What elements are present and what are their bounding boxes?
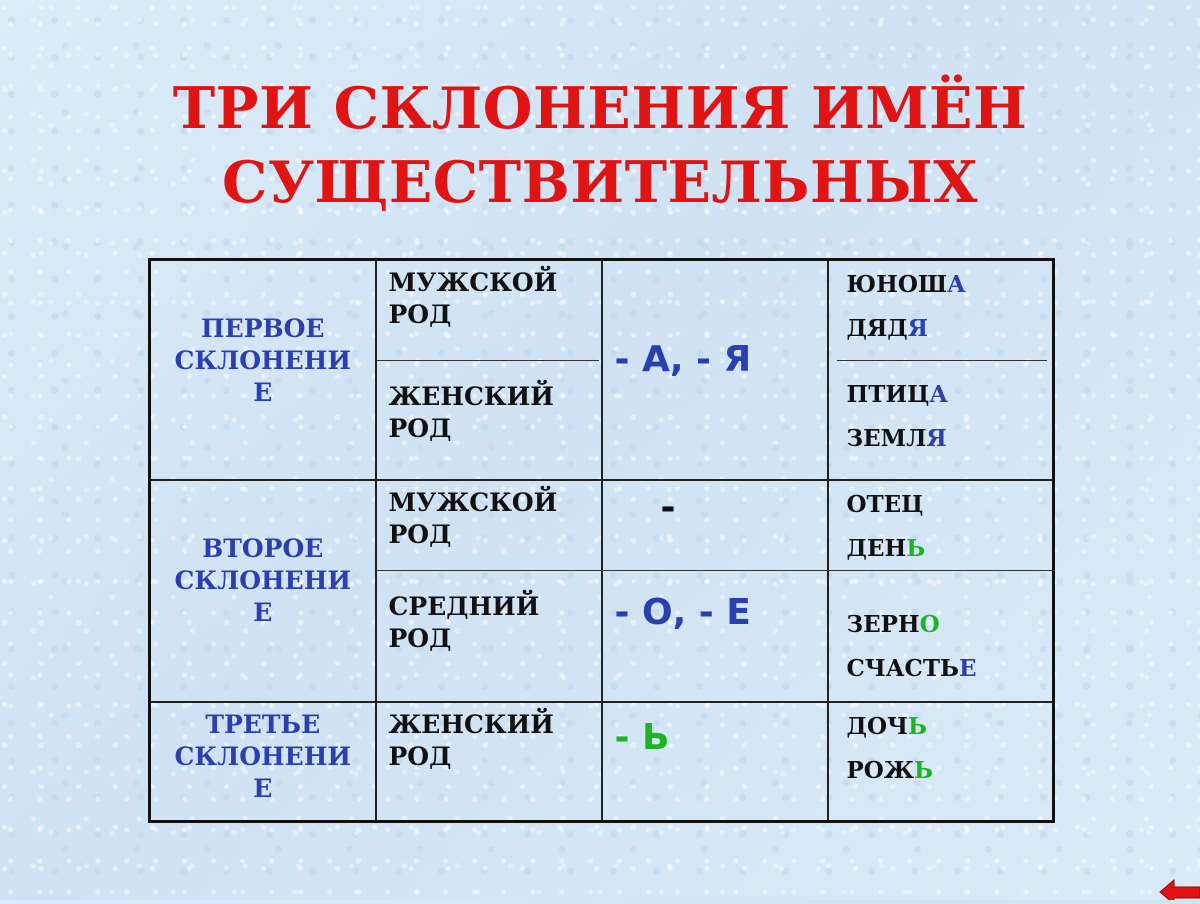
label-line: ТРЕТЬЕ [205, 709, 321, 739]
gender-word: РОД [388, 741, 452, 771]
second-declension-label [151, 481, 375, 629]
third-declension-label-cell [150, 702, 376, 822]
gender-word: ЖЕНСКИЙ [388, 709, 554, 739]
label-line: СКЛОНЕНИ [174, 741, 351, 771]
example-word: ПТИЦА [846, 381, 949, 408]
declension-table [148, 258, 1055, 823]
example-list [829, 703, 1053, 793]
label-line: СКЛОНЕНИ [174, 346, 351, 375]
title-line-2: СУЩЕСТВИТЕЛЬНЫХ [222, 149, 978, 216]
gender-word: СРЕДНИЙ [388, 591, 540, 621]
zero-ending-label: - [660, 486, 676, 528]
label-line: ПЕРВОЕ [201, 314, 325, 343]
cell-divider [837, 360, 1047, 361]
gender-word: МУЖСКОЙ [388, 268, 558, 297]
second-declension-label-cell [150, 480, 376, 702]
example-word: РОЖЬ [846, 756, 933, 784]
second-declension-ending-cell [602, 480, 828, 702]
declension-table-wrapper [148, 258, 1055, 823]
masculine-gender-label [377, 481, 601, 551]
second-declension-examples-cell [828, 480, 1054, 702]
first-declension-label [151, 261, 375, 409]
first-declension-gender-cell [376, 260, 602, 480]
back-arrow-icon[interactable] [1158, 874, 1200, 900]
cell-divider [829, 570, 1055, 571]
cell-divider [603, 570, 829, 571]
example-list [829, 571, 1053, 691]
third-declension-examples-cell [828, 702, 1054, 822]
example-word: ОТЕЦ [846, 490, 924, 518]
third-declension-row [150, 702, 1054, 822]
ending-label: - Ь [614, 716, 670, 758]
example-word: ЗЕМЛЯ [846, 425, 947, 452]
gender-word: РОД [388, 300, 452, 329]
example-word: ДОЧЬ [846, 712, 927, 740]
first-declension-label-cell [150, 260, 376, 480]
example-word: СЧАСТЬЕ [846, 654, 977, 682]
gender-word: МУЖСКОЙ [388, 487, 558, 517]
ending-label: - А, - Я [614, 339, 752, 380]
first-declension-row [150, 260, 1054, 480]
example-word: ЮНОША [846, 271, 966, 298]
third-declension-label [151, 703, 375, 805]
third-declension-gender-cell [376, 702, 602, 822]
example-word: ДЕНЬ [846, 534, 926, 562]
gender-word: РОД [388, 519, 452, 549]
label-line: ВТОРОЕ [202, 533, 324, 563]
label-line: Е [253, 597, 273, 627]
third-declension-ending-cell [602, 702, 828, 822]
page-title [0, 72, 1200, 220]
first-declension-ending-cell [602, 260, 828, 480]
feminine-gender-label [377, 703, 601, 773]
first-declension-examples-cell [828, 260, 1054, 480]
cell-divider [377, 360, 599, 361]
second-declension-row [150, 480, 1054, 702]
second-declension-gender-cell [376, 480, 602, 702]
label-line: Е [253, 773, 273, 803]
example-word: ЗЕРНО [846, 610, 940, 638]
title-line-1: ТРИ СКЛОНЕНИЯ ИМЁН [172, 75, 1028, 142]
neuter-gender-label [377, 551, 601, 655]
example-word: ДЯДЯ [846, 315, 928, 342]
ending-label: - О, - Е [614, 591, 751, 633]
gender-word: РОД [388, 414, 452, 443]
example-list [829, 261, 1053, 351]
cell-divider [377, 570, 603, 571]
gender-word: РОД [388, 623, 452, 653]
label-line: СКЛОНЕНИ [174, 565, 351, 595]
example-list [829, 481, 1053, 571]
example-list [829, 351, 1053, 461]
gender-word: ЖЕНСКИЙ [388, 382, 554, 411]
feminine-gender-label [377, 331, 601, 445]
label-line: Е [253, 378, 273, 407]
masculine-gender-label [377, 261, 601, 331]
